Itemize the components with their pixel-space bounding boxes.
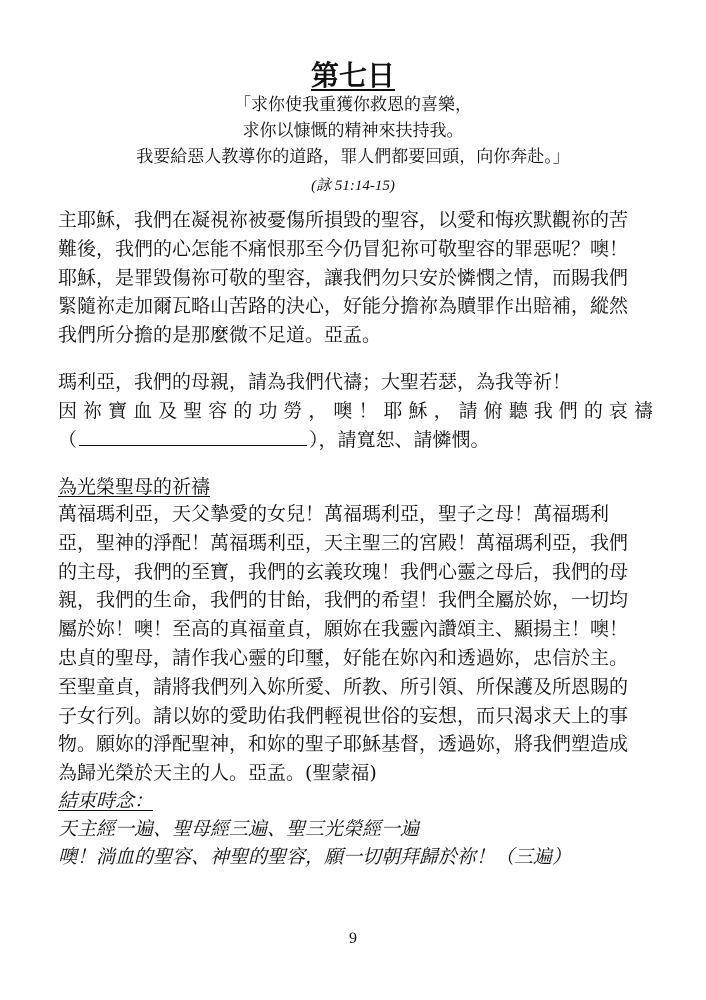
text-line-end: ），請寬恕、請憐憫。 [309,428,490,451]
text-line: 因 祢 寶 血 及 聖 容 的 功 勞 ， 噢 ！ 耶 穌 ， 請 俯 聽 我 們 的 哀 禱 [58,399,653,422]
text-line: 親，我們的生命，我們的甘飴，我們的希望！我們全屬於妳，一切均 [58,589,629,612]
verse-line: 「求你使我重獲你救恩的喜樂， [234,95,472,115]
text-line: 屬於妳！噢！至高的真福童貞，願妳在我靈內讚頌主、顯揚主！噢！ [58,618,629,641]
verse-line: 求你以慷慨的精神來扶持我。 [242,121,464,141]
text-line: 瑪利亞，我們的母親，請為我們代禱；大聖若瑟，為我等祈！ [58,371,572,393]
day-title: 第七日 [310,59,395,92]
psalm-verse [0,92,706,170]
verse-citation: (詠 51:14-15) [311,178,395,194]
text-line: 耶穌，是罪毀傷祢可敬的聖容，讓我們勿只安於憐憫之情，而賜我們 [58,266,629,289]
closing-line: 噢！淌血的聖容、神聖的聖容，願一切朝拜歸於祢！（三遍） [58,846,572,868]
text-line: 至聖童貞，請將我們列入妳所愛、所教、所引領、所保護及所恩賜的 [58,675,629,698]
intercession-paragraph [58,368,662,454]
paren-open: （ [58,428,78,451]
text-line: 亞，聖神的淨配！萬福瑪利亞，天主聖三的宮殿！萬福瑪利亞，我們 [58,531,629,554]
text-line: 我們所分擔的是那麼微不足道。亞孟。 [58,324,382,347]
prayer-heading: 為光榮聖母的祈禱 [58,476,211,498]
intention-blank [79,426,307,446]
closing-heading: 結束時念： [58,790,154,812]
closing-line: 天主經一遍、聖母經三遍、聖三光榮經一遍 [58,818,420,840]
text-line: 為歸光榮於天主的人。亞孟。(聖蒙福) [58,762,377,785]
meditation-paragraph [58,206,662,350]
verse-line: 我要給惡人教導你的道路，罪人們都要回頭，向你奔赴。」 [136,147,570,167]
text-line: 子女行列。請以妳的愛助佑我們輕視世俗的妄想，而只渴求天上的事 [58,704,629,727]
page-number: 9 [349,930,357,947]
text-line: 的主母，我們的至寶，我們的玄義玫瑰！我們心靈之母后，我們的母 [58,560,629,583]
intention-line [58,426,662,455]
text-line: 萬福瑪利亞，天父摯愛的女兒！萬福瑪利亞，聖子之母！萬福瑪利 [58,503,610,525]
text-line: 緊隨祢走加爾瓦略山苦路的決心，好能分擔祢為贖罪作出賠補，縱然 [58,295,629,318]
text-line: 難後，我們的心怎能不痛恨那至今仍冒犯祢可敬聖容的罪惡呢？噢！ [58,237,629,260]
text-line: 忠貞的聖母，請作我心靈的印璽，好能在妳內和透過妳，忠信於主。 [58,646,629,669]
text-line: 主耶穌，我們在凝視祢被憂傷所損毀的聖容，以愛和悔疚默觀祢的苦 [58,209,629,231]
text-line: 物。願妳的淨配聖神，和妳的聖子耶穌基督，透過妳，將我們塑造成 [58,733,629,756]
marian-prayer-paragraph [58,500,662,788]
